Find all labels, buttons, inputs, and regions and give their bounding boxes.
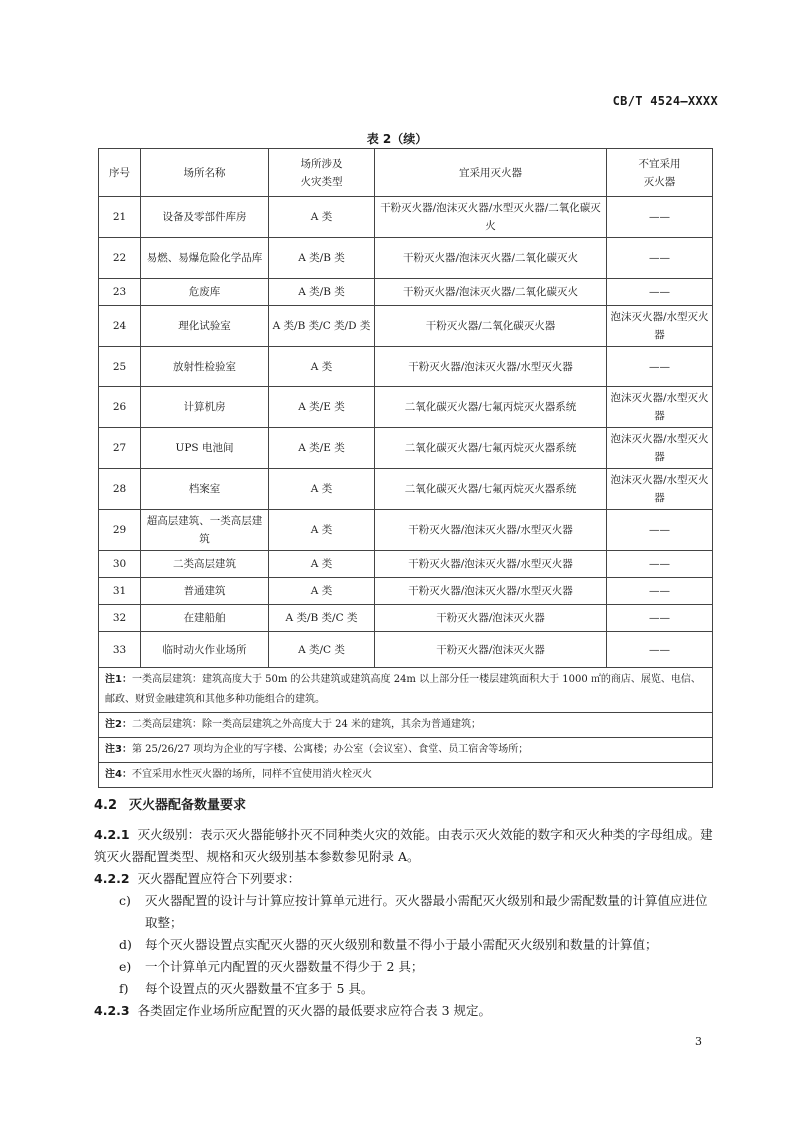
- item-text: 一个计算单元内配置的灭火器数量不得少于 2 具；: [145, 959, 424, 974]
- col-header-place: 场所名称: [141, 149, 269, 197]
- table-row: [99, 578, 713, 605]
- cell-place: 二类高层建筑: [141, 551, 269, 578]
- cell-place: 放射性检验室: [141, 347, 269, 387]
- cell-not-recommended: ——: [607, 279, 713, 306]
- cell-recommended: 二氧化碳灭火器/七氟丙烷灭火器系统: [375, 428, 607, 469]
- cell-not-recommended: 泡沫灭火器/水型灭火器: [607, 387, 713, 428]
- cell-seq: 27: [99, 428, 141, 469]
- cell-place: UPS 电池间: [141, 428, 269, 469]
- clause-text: 灭火器配置应符合下列要求：: [137, 871, 301, 886]
- clause-4-2-3: [94, 1000, 718, 1022]
- cell-fire-type: A 类/B 类/C 类: [269, 605, 375, 632]
- section-heading-4-2: [94, 794, 246, 813]
- table-row: [99, 428, 713, 469]
- note-label: 注3：: [105, 744, 132, 755]
- cell-not-recommended: ——: [607, 578, 713, 605]
- requirement-item: [119, 956, 718, 978]
- clause-4-2-1: [94, 824, 718, 868]
- page-number: 3: [695, 1035, 702, 1048]
- cell-fire-type: A 类: [269, 510, 375, 551]
- col-header-seq: 序号: [99, 149, 141, 197]
- table-row: [99, 279, 713, 306]
- table-row: [99, 347, 713, 387]
- cell-fire-type: A 类: [269, 347, 375, 387]
- item-label: e): [119, 959, 132, 974]
- cell-seq: 21: [99, 197, 141, 238]
- cell-fire-type: A 类/C 类: [269, 632, 375, 668]
- cell-place: 理化试验室: [141, 306, 269, 347]
- cell-recommended: 干粉灭火器/泡沫灭火器/水型灭火器: [375, 347, 607, 387]
- cell-recommended: 干粉灭火器/泡沫灭火器/二氧化碳灭火: [375, 238, 607, 279]
- cell-place: 计算机房: [141, 387, 269, 428]
- section-body: [94, 824, 718, 1022]
- cell-recommended: 干粉灭火器/泡沫灭火器/二氧化碳灭火: [375, 279, 607, 306]
- item-label: c): [119, 893, 131, 908]
- table-row: [99, 632, 713, 668]
- cell-seq: 30: [99, 551, 141, 578]
- cell-not-recommended: 泡沫灭火器/水型灭火器: [607, 428, 713, 469]
- cell-seq: 24: [99, 306, 141, 347]
- note-text: 一类高层建筑：建筑高度大于 50m 的公共建筑或建筑高度 24m 以上部分任一楼层建筑面积大于 1000 ㎡的商店、展览、电信、邮政、财贸金融建筑和其他多种功能组合的建筑。: [105, 674, 701, 705]
- table-note: [99, 738, 713, 763]
- requirement-item: [119, 978, 718, 1000]
- table-title: 表 2（续）: [366, 132, 428, 146]
- cell-place: 档案室: [141, 469, 269, 510]
- clause-4-2-2: [94, 868, 718, 890]
- cell-recommended: 干粉灭火器/泡沫灭火器: [375, 632, 607, 668]
- cell-not-recommended: ——: [607, 551, 713, 578]
- cell-place: 临时动火作业场所: [141, 632, 269, 668]
- note-text: 第 25/26/27 项均为企业的写字楼、公寓楼；办公室（会议室）、食堂、员工宿舍等场所；: [131, 744, 529, 755]
- extinguisher-table: [98, 148, 713, 788]
- note-label: 注2：: [105, 719, 132, 730]
- requirement-item: [119, 934, 718, 956]
- cell-seq: 23: [99, 279, 141, 306]
- note-text: 二类高层建筑：除一类高层建筑之外高度大于 24 米的建筑，其余为普通建筑；: [131, 719, 482, 730]
- requirement-item: [119, 890, 718, 934]
- cell-not-recommended: ——: [607, 347, 713, 387]
- cell-place: 设备及零部件库房: [141, 197, 269, 238]
- table-note-row: [99, 668, 713, 713]
- cell-not-recommended: ——: [607, 632, 713, 668]
- table-header-row: [99, 149, 713, 197]
- table-note: [99, 713, 713, 738]
- table-note-row: [99, 738, 713, 763]
- cell-recommended: 二氧化碳灭火器/七氟丙烷灭火器系统: [375, 469, 607, 510]
- cell-seq: 32: [99, 605, 141, 632]
- cell-seq: 29: [99, 510, 141, 551]
- cell-seq: 28: [99, 469, 141, 510]
- cell-not-recommended: ——: [607, 197, 713, 238]
- cell-recommended: 干粉灭火器/泡沫灭火器/水型灭火器: [375, 578, 607, 605]
- section-title: 灭火器配备数量要求: [129, 798, 247, 813]
- cell-place: 超高层建筑、一类高层建筑: [141, 510, 269, 551]
- cell-recommended: 干粉灭火器/二氧化碳灭火器: [375, 306, 607, 347]
- cell-fire-type: A 类: [269, 551, 375, 578]
- cell-place: 危废库: [141, 279, 269, 306]
- cell-not-recommended: 泡沫灭火器/水型灭火器: [607, 469, 713, 510]
- item-text: 每个灭火器设置点实配灭火器的灭火级别和数量不得小于最小需配灭火级别和数量的计算值；: [145, 937, 658, 952]
- table-row: [99, 510, 713, 551]
- cell-not-recommended: ——: [607, 605, 713, 632]
- cell-fire-type: A 类: [269, 197, 375, 238]
- col-header-fire-type: 场所涉及 火灾类型: [269, 149, 375, 197]
- cell-recommended: 干粉灭火器/泡沫灭火器/水型灭火器: [375, 510, 607, 551]
- clause-number: 4.2.3: [94, 1003, 130, 1018]
- clause-text: 灭火级别：表示灭火器能够扑灭不同种类火灾的效能。由表示灭火效能的数字和灭火种类的字母组成。建筑灭火器配置类型、规格和灭火级别基本参数参见附录 A。: [94, 827, 713, 864]
- table-row: [99, 197, 713, 238]
- table-row: [99, 469, 713, 510]
- item-label: f): [119, 981, 129, 996]
- cell-recommended: 干粉灭火器/泡沫灭火器/水型灭火器: [375, 551, 607, 578]
- cell-seq: 31: [99, 578, 141, 605]
- cell-fire-type: A 类/B 类/C 类/D 类: [269, 306, 375, 347]
- cell-not-recommended: 泡沫灭火器/水型灭火器: [607, 306, 713, 347]
- col-header-not-recommended: 不宜采用 灭火器: [607, 149, 713, 197]
- cell-fire-type: A 类/B 类: [269, 279, 375, 306]
- item-text: 每个设置点的灭火器数量不宜多于 5 具。: [145, 981, 374, 996]
- requirement-list: [119, 890, 718, 1000]
- cell-not-recommended: ——: [607, 238, 713, 279]
- cell-fire-type: A 类/B 类: [269, 238, 375, 279]
- table-row: [99, 551, 713, 578]
- cell-place: 在建船舶: [141, 605, 269, 632]
- cell-recommended: 干粉灭火器/泡沫灭火器/水型灭火器/二氧化碳灭火: [375, 197, 607, 238]
- section-number: 4.2: [94, 798, 118, 813]
- item-label: d): [119, 937, 132, 952]
- table-row: [99, 238, 713, 279]
- cell-place: 易燃、易爆危险化学品库: [141, 238, 269, 279]
- standard-code: CB/T 4524—XXXX: [612, 94, 718, 108]
- note-label: 注4：: [105, 769, 132, 780]
- cell-fire-type: A 类: [269, 469, 375, 510]
- clause-number: 4.2.1: [94, 827, 130, 842]
- cell-not-recommended: ——: [607, 510, 713, 551]
- cell-recommended: 二氧化碳灭火器/七氟丙烷灭火器系统: [375, 387, 607, 428]
- table-note: [99, 668, 713, 713]
- cell-seq: 22: [99, 238, 141, 279]
- table-row: [99, 605, 713, 632]
- cell-place: 普通建筑: [141, 578, 269, 605]
- cell-seq: 25: [99, 347, 141, 387]
- table-note: [99, 763, 713, 788]
- cell-seq: 26: [99, 387, 141, 428]
- note-label: 注1：: [105, 674, 132, 685]
- clause-text: 各类固定作业场所应配置的灭火器的最低要求应符合表 3 规定。: [137, 1003, 491, 1018]
- clause-number: 4.2.2: [94, 871, 130, 886]
- item-text: 灭火器配置的设计与计算应按计算单元进行。灭火器最小需配灭火级别和最少需配数量的计算值应进位取整；: [145, 893, 708, 930]
- cell-seq: 33: [99, 632, 141, 668]
- table-note-row: [99, 763, 713, 788]
- note-text: 不宜采用水性灭火器的场所，同样不宜使用消火栓灭火: [131, 769, 372, 780]
- cell-fire-type: A 类: [269, 578, 375, 605]
- table-note-row: [99, 713, 713, 738]
- col-header-recommended: 宜采用灭火器: [375, 149, 607, 197]
- cell-fire-type: A 类/E 类: [269, 387, 375, 428]
- table-row: [99, 306, 713, 347]
- table-row: [99, 387, 713, 428]
- cell-recommended: 干粉灭火器/泡沫灭火器: [375, 605, 607, 632]
- cell-fire-type: A 类/E 类: [269, 428, 375, 469]
